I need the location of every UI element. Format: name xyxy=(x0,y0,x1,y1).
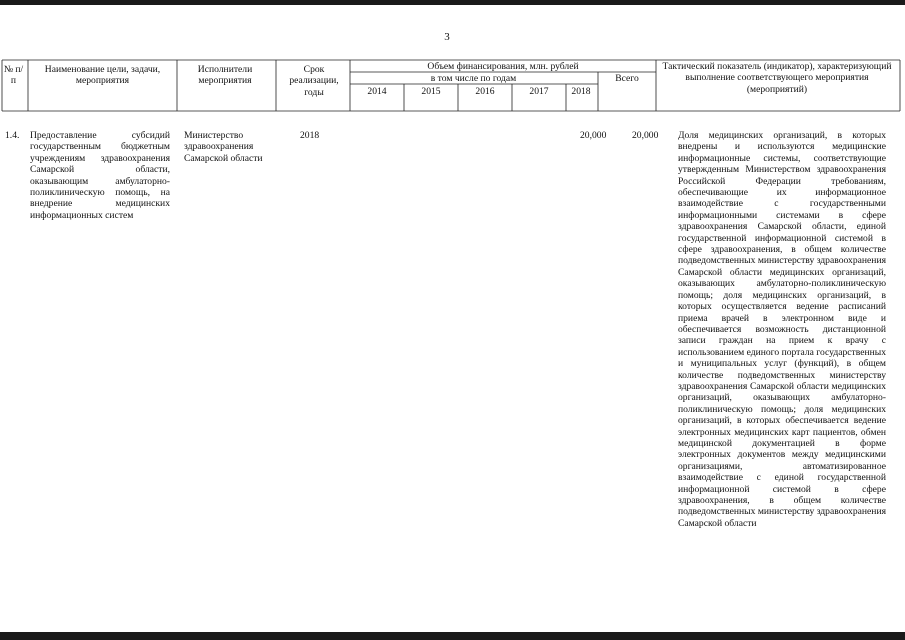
header-including-years: в том числе по годам xyxy=(430,73,517,84)
row-value-2018: 20,000 xyxy=(580,130,607,141)
row-value-total: 20,000 xyxy=(632,130,659,141)
row-term: 2018 xyxy=(300,130,320,141)
header-year-2016: 2016 xyxy=(475,86,495,97)
header-executors: Исполнители мероприятия xyxy=(197,64,253,87)
row-name: Предоставление субсидий государственным бюджетным учреждениям здравоохранения Самарской области, оказывающим амбулаторно-поликлиническую помощь, на внедрение медицинских информационных систем xyxy=(30,130,170,221)
header-number: № п/п xyxy=(3,64,24,87)
page-number: 3 xyxy=(444,31,450,43)
row-executors: Министерство здравоохранения Самарской области xyxy=(184,130,263,164)
header-year-2017: 2017 xyxy=(529,86,549,97)
header-year-2015: 2015 xyxy=(421,86,441,97)
header-term: Срок реализации, годы xyxy=(289,64,339,98)
row-indicator: Доля медицинских организаций, в которых внедрены и используются медицинские информационные системы, соответствующие утвержденным Министерством здравоохранения Российской Федерации требованиям, обеспечивающие их информационное взаимодействие с государственными информационными системами в сфере здравоохранения Самарской области, единой государственной информационной системой в сфере здравоохранения, в общем количестве подведомственных министерству здравоохранения Самарской области медицинских организаций, оказывающих амбулаторно-поликлиническую помощь; доля медицинских организаций, в которых осуществляется ведение расписаний приема врачей в электронном виде и обеспечивается возможность дистанционной записи граждан на прием к врачу с использованием единого портала государственных и муниципальных услуг (функций), в общем количестве подведомственных министерству здравоохранения Самарской области медицинских организаций, оказывающих амбулаторно-поликлиническую помощь; доля медицинских организаций, в которых обеспечивается ведение электронных медицинских карт пациентов, обмен медицинской документацией в форме электронных документов между медицинскими организациями, автоматизированное взаимодействие с единой государственной информационной системой в сфере здравоохранения, в общем количестве подведомственных министерству здравоохранения Самарской области xyxy=(678,130,886,529)
header-indicator: Тактический показатель (индикатор), характеризующий выполнение соответствующего мероприятия (мероприятий) xyxy=(662,61,892,95)
header-year-2014: 2014 xyxy=(367,86,387,97)
header-year-2018: 2018 xyxy=(571,86,591,97)
header-total: Всего xyxy=(615,73,639,84)
header-name: Наименование цели, задачи, мероприятия xyxy=(44,64,161,87)
header-financing: Объем финансирования, млн. рублей xyxy=(427,61,579,72)
top-border xyxy=(0,0,905,5)
row-number: 1.4. xyxy=(5,130,20,141)
bottom-border xyxy=(0,632,905,640)
